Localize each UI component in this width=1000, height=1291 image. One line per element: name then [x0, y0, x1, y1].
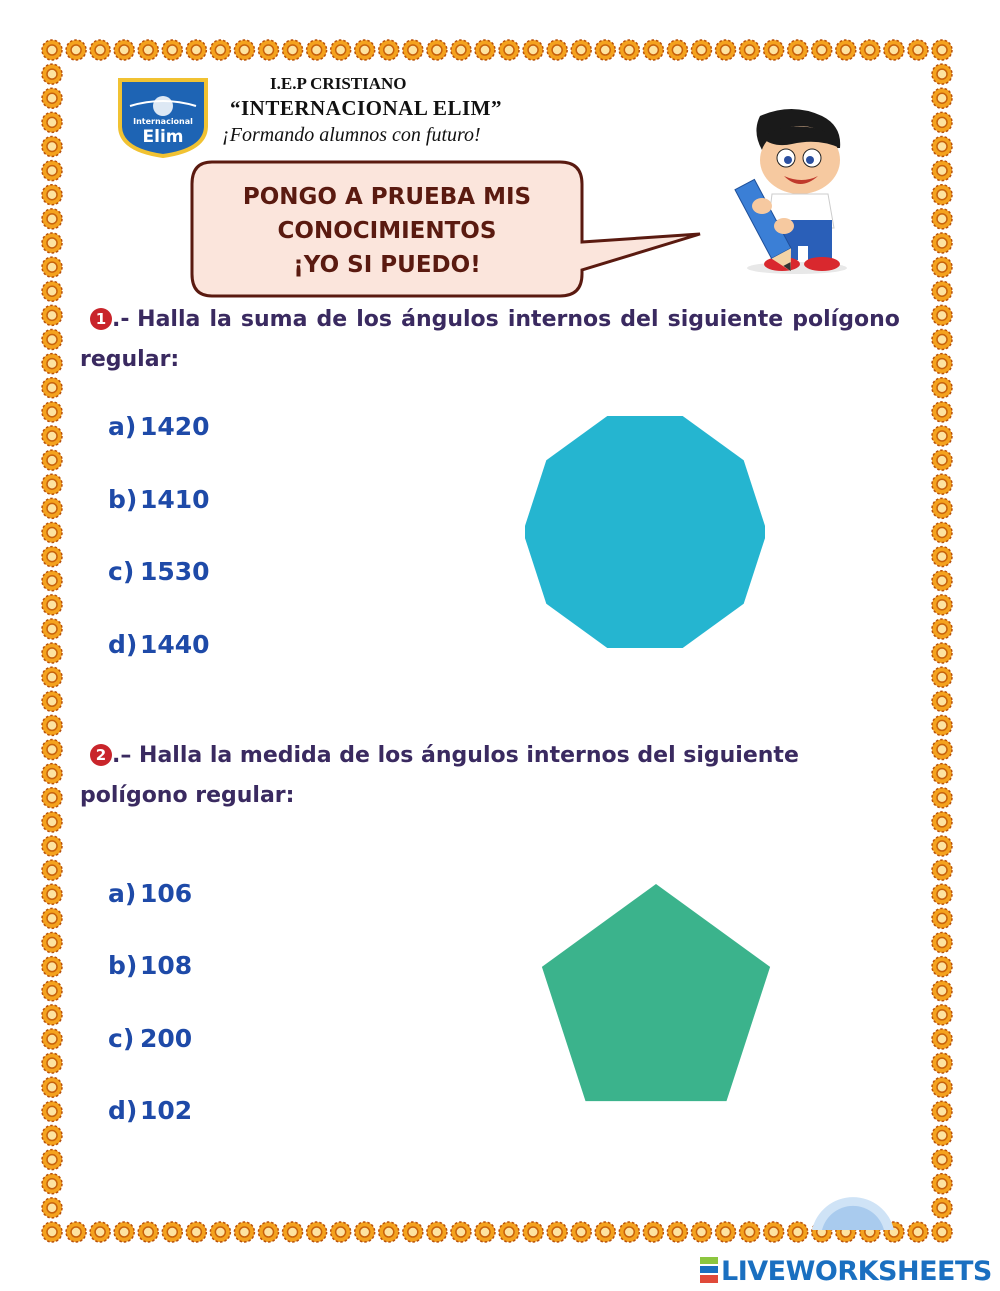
option-letter: b) — [108, 485, 138, 514]
sun-ornament — [932, 571, 952, 591]
sun-ornament — [210, 40, 230, 60]
sun-ornament — [42, 209, 62, 229]
sun-ornament — [932, 64, 952, 84]
sun-ornament — [42, 1101, 62, 1121]
sun-ornament — [667, 40, 687, 60]
bubble-line-3: ¡YO SI PUEDO! — [293, 252, 481, 278]
sun-ornament — [932, 691, 952, 711]
school-logo — [116, 76, 210, 158]
sun-ornament — [42, 1053, 62, 1073]
sun-ornament — [42, 88, 62, 108]
sun-ornament — [932, 161, 952, 181]
sun-ornament — [307, 1222, 327, 1242]
sun-ornament — [499, 1222, 519, 1242]
sun-ornament — [932, 667, 952, 687]
pentagon — [542, 884, 770, 1101]
sun-ornament — [210, 1222, 230, 1242]
liveworksheets-logo-icon — [700, 1257, 718, 1283]
sun-ornament — [812, 40, 832, 60]
question-1-option-d[interactable] — [108, 630, 210, 659]
school-motto: ¡Formando alumnos con futuro! — [222, 124, 481, 146]
sun-ornament — [234, 1222, 254, 1242]
sun-ornament — [932, 474, 952, 494]
sun-ornament — [932, 1053, 952, 1073]
sun-ornament — [932, 836, 952, 856]
sun-ornament — [571, 1222, 591, 1242]
sun-ornament — [932, 1174, 952, 1194]
question-1-line-1 — [80, 300, 900, 340]
sun-ornament — [836, 40, 856, 60]
option-value: 200 — [140, 1024, 193, 1053]
question-1-word: suma — [240, 307, 308, 332]
sun-ornament — [932, 715, 952, 735]
sun-ornament — [42, 860, 62, 880]
sun-ornament — [42, 595, 62, 615]
sun-ornament — [42, 884, 62, 904]
sun-ornament — [42, 498, 62, 518]
sun-ornament — [523, 1222, 543, 1242]
sun-ornament — [932, 1126, 952, 1146]
option-value: 108 — [140, 951, 193, 980]
question-2-option-a[interactable] — [108, 879, 192, 908]
sun-ornament — [932, 764, 952, 784]
sun-ornament — [42, 354, 62, 374]
sun-ornament — [908, 1222, 928, 1242]
sun-ornament — [932, 981, 952, 1001]
sun-ornament — [932, 354, 952, 374]
sun-ornament — [42, 450, 62, 470]
sun-ornament — [355, 40, 375, 60]
question-1-prefix: .- — [112, 307, 130, 332]
sun-ornament — [932, 522, 952, 542]
sun-ornament — [427, 1222, 447, 1242]
sun-ornament — [667, 1222, 687, 1242]
sun-ornament — [42, 836, 62, 856]
sun-ornament — [234, 40, 254, 60]
question-1-word: los — [356, 307, 393, 332]
question-1-line-2: regular: — [80, 347, 180, 372]
sun-ornament — [42, 1077, 62, 1097]
sun-ornament — [186, 40, 206, 60]
sun-ornament — [595, 40, 615, 60]
question-1-option-a[interactable] — [108, 412, 210, 441]
sun-ornament — [42, 619, 62, 639]
sun-ornament — [42, 185, 62, 205]
sun-ornament — [764, 1222, 784, 1242]
sun-ornament — [403, 1222, 423, 1242]
sun-ornament — [475, 1222, 495, 1242]
sun-ornament — [547, 1222, 567, 1242]
sun-ornament — [643, 40, 663, 60]
sun-ornament — [619, 40, 639, 60]
sun-ornament — [42, 547, 62, 567]
liveworksheets-footer[interactable] — [700, 1256, 992, 1287]
question-2-text: Halla la medida de los ángulos internos del siguiente — [139, 743, 799, 768]
sun-ornament — [884, 40, 904, 60]
sun-ornament — [451, 40, 471, 60]
question-1-word: siguiente — [667, 307, 784, 332]
sun-ornament — [764, 40, 784, 60]
sun-ornament — [932, 740, 952, 760]
bubble-text — [192, 180, 582, 282]
sun-ornament — [475, 40, 495, 60]
sun-ornament — [186, 1222, 206, 1242]
option-value: 1530 — [140, 557, 210, 586]
sun-ornament — [499, 40, 519, 60]
decagon — [525, 416, 765, 648]
sun-ornament — [42, 281, 62, 301]
school-type: I.E.P CRISTIANO — [270, 74, 407, 93]
sun-ornament — [932, 498, 952, 518]
sun-ornament — [283, 40, 303, 60]
decagon-shape — [525, 408, 765, 656]
sun-ornament — [716, 40, 736, 60]
sun-ornament — [90, 1222, 110, 1242]
question-1-lead — [80, 300, 200, 340]
sun-ornament — [740, 40, 760, 60]
sun-ornament — [42, 812, 62, 832]
sun-ornament — [932, 40, 952, 60]
sun-ornament — [403, 40, 423, 60]
question-1-word: la — [209, 307, 232, 332]
sun-ornament — [42, 1126, 62, 1146]
sun-ornament — [42, 64, 62, 84]
question-2 — [80, 736, 900, 816]
sun-ornament — [932, 402, 952, 422]
sun-ornament — [66, 40, 86, 60]
question-1 — [80, 300, 900, 380]
sun-ornament — [162, 1222, 182, 1242]
question-2-option-d[interactable] — [108, 1096, 192, 1125]
sun-ornament — [619, 1222, 639, 1242]
sun-ornament — [42, 426, 62, 446]
option-letter: c) — [108, 1024, 135, 1053]
sun-ornament — [571, 40, 591, 60]
sun-ornament — [860, 40, 880, 60]
question-1-word: internos — [507, 307, 612, 332]
option-value: 1420 — [140, 412, 210, 441]
sun-ornament — [42, 522, 62, 542]
sun-ornament — [66, 1222, 86, 1242]
sun-ornament — [932, 88, 952, 108]
sun-ornament — [932, 1150, 952, 1170]
sun-ornament — [932, 643, 952, 663]
sun-ornament — [379, 40, 399, 60]
sun-ornament — [138, 1222, 158, 1242]
sun-ornament — [451, 1222, 471, 1242]
sun-ornament — [643, 1222, 663, 1242]
question-1-word: polígono — [792, 307, 900, 332]
sun-ornament — [379, 1222, 399, 1242]
sun-ornament — [932, 860, 952, 880]
sun-ornament — [932, 281, 952, 301]
logo-text-main: Elim — [142, 127, 184, 147]
sun-ornament — [788, 1222, 808, 1242]
sun-ornament — [42, 908, 62, 928]
sun-ornament — [932, 136, 952, 156]
school-name: “INTERNACIONAL ELIM” — [230, 96, 502, 120]
sun-ornament — [691, 40, 711, 60]
sun-ornament — [42, 161, 62, 181]
option-letter: d) — [108, 1096, 138, 1125]
sun-ornament — [932, 933, 952, 953]
sun-ornament — [114, 1222, 134, 1242]
sun-ornament — [932, 450, 952, 470]
sun-ornament — [42, 740, 62, 760]
question-2-number: 2 — [90, 744, 112, 766]
sun-ornament — [547, 40, 567, 60]
sun-ornament — [42, 40, 62, 60]
question-2-line-1 — [80, 736, 900, 776]
sun-ornament — [258, 40, 278, 60]
sun-ornament — [42, 1005, 62, 1025]
sun-ornament — [331, 1222, 351, 1242]
sun-ornament — [42, 1150, 62, 1170]
question-2-option-c[interactable] — [108, 1024, 192, 1053]
sun-ornament — [42, 1029, 62, 1049]
sun-ornament — [42, 329, 62, 349]
sun-ornament — [932, 957, 952, 977]
sun-ornament — [427, 40, 447, 60]
sun-ornament — [42, 764, 62, 784]
sun-ornament — [90, 40, 110, 60]
sun-ornament — [42, 474, 62, 494]
sun-ornament — [162, 40, 182, 60]
sun-ornament — [42, 1222, 62, 1242]
question-1-option-b[interactable] — [108, 485, 210, 514]
sun-ornament — [42, 1198, 62, 1218]
option-letter: b) — [108, 951, 138, 980]
sun-ornament — [42, 788, 62, 808]
option-value: 106 — [140, 879, 193, 908]
sun-ornament — [932, 233, 952, 253]
bubble-line-2: CONOCIMIENTOS — [277, 218, 497, 244]
sun-ornament — [932, 378, 952, 398]
sun-ornament — [932, 595, 952, 615]
sun-ornament — [932, 547, 952, 567]
sun-ornament — [932, 1029, 952, 1049]
question-1-word: de — [316, 307, 348, 332]
sun-ornament — [42, 691, 62, 711]
sun-ornament — [788, 40, 808, 60]
sun-ornament — [908, 40, 928, 60]
sun-ornament — [283, 1222, 303, 1242]
sun-ornament — [932, 884, 952, 904]
sun-ornament — [716, 1222, 736, 1242]
sun-ornament — [42, 305, 62, 325]
sun-ornament — [258, 1222, 278, 1242]
sun-ornament — [307, 40, 327, 60]
sun-ornament — [42, 715, 62, 735]
brand-text: LIVEWORKSHEETS — [721, 1256, 992, 1287]
sun-ornament — [932, 257, 952, 277]
option-letter: a) — [108, 879, 137, 908]
sun-ornament — [42, 1174, 62, 1194]
sun-ornament — [932, 426, 952, 446]
sun-ornament — [42, 957, 62, 977]
question-2-prefix: .– — [112, 743, 132, 768]
sun-ornament — [42, 667, 62, 687]
sun-ornament — [691, 1222, 711, 1242]
question-1-word: del — [620, 307, 659, 332]
sun-ornament — [42, 643, 62, 663]
option-letter: c) — [108, 557, 135, 586]
sun-ornament — [932, 112, 952, 132]
sun-ornament — [932, 1005, 952, 1025]
bubble-line-1: PONGO A PRUEBA MIS — [242, 184, 532, 210]
sun-ornament — [932, 812, 952, 832]
sun-ornament — [355, 1222, 375, 1242]
sun-ornament — [595, 1222, 615, 1242]
question-1-word: Halla — [137, 307, 201, 332]
sun-ornament — [932, 185, 952, 205]
sun-ornament — [740, 1222, 760, 1242]
speech-bubble — [192, 162, 582, 296]
sun-ornament — [42, 112, 62, 132]
sun-ornament — [42, 571, 62, 591]
option-value: 102 — [140, 1096, 193, 1125]
sun-ornament — [331, 40, 351, 60]
decorative-arc — [808, 1180, 898, 1230]
sun-ornament — [523, 40, 543, 60]
option-letter: a) — [108, 412, 137, 441]
sun-ornament — [932, 908, 952, 928]
option-letter: d) — [108, 630, 138, 659]
sun-ornament — [932, 329, 952, 349]
sun-ornament — [932, 1101, 952, 1121]
question-1-option-c[interactable] — [108, 557, 210, 586]
sun-ornament — [42, 257, 62, 277]
sun-ornament — [42, 402, 62, 422]
sun-ornament — [42, 378, 62, 398]
sun-ornament — [932, 619, 952, 639]
sun-ornament — [932, 1198, 952, 1218]
sun-ornament — [42, 233, 62, 253]
option-value: 1410 — [140, 485, 210, 514]
sun-ornament — [932, 209, 952, 229]
sun-ornament — [932, 305, 952, 325]
sun-ornament — [138, 40, 158, 60]
question-2-line-2: polígono regular: — [80, 783, 295, 808]
sun-ornament — [42, 933, 62, 953]
pentagon-shape — [536, 880, 776, 1110]
question-1-word: ángulos — [401, 307, 499, 332]
sun-ornament — [42, 136, 62, 156]
cartoon-boy-illustration — [722, 108, 872, 278]
question-1-number: 1 — [90, 308, 112, 330]
sun-ornament — [42, 981, 62, 1001]
sun-ornament — [114, 40, 134, 60]
option-value: 1440 — [140, 630, 210, 659]
logo-text-top: Internacional — [133, 117, 193, 126]
sun-ornament — [932, 1077, 952, 1097]
question-2-option-b[interactable] — [108, 951, 192, 980]
sun-ornament — [932, 788, 952, 808]
sun-ornament — [932, 1222, 952, 1242]
